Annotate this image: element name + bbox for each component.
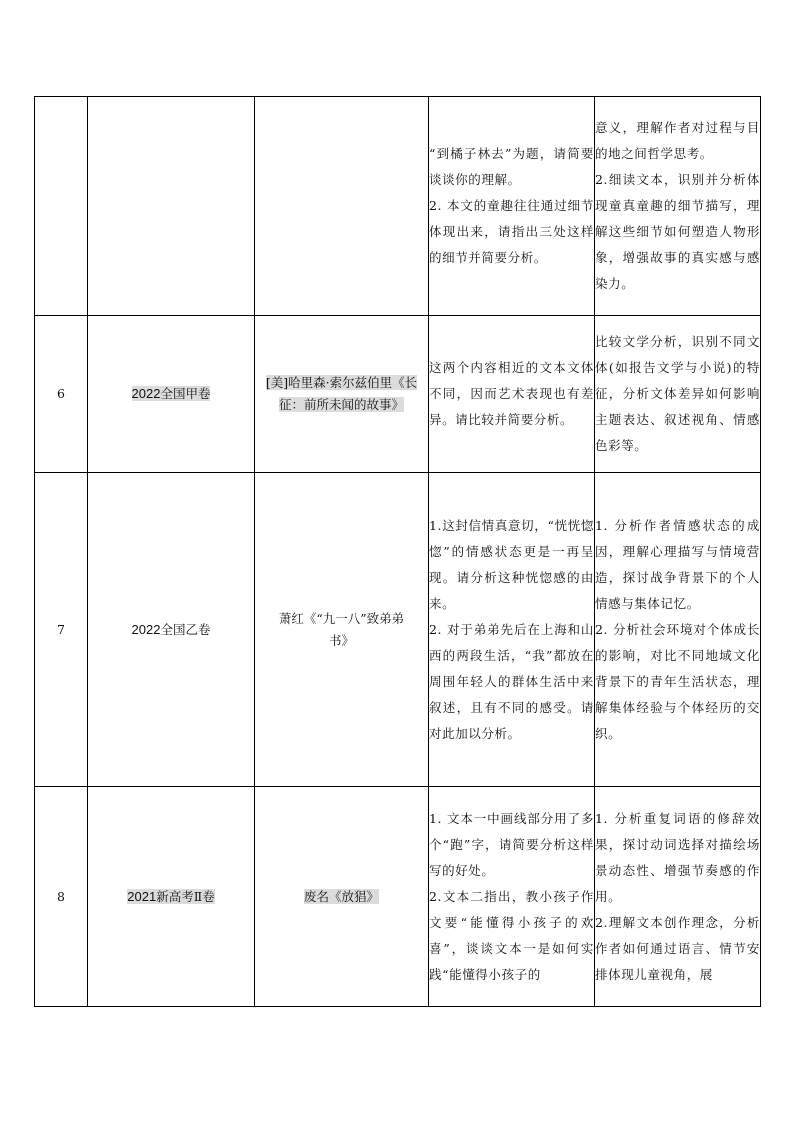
questions-cell (429, 787, 595, 1007)
analysis-cell (595, 316, 761, 473)
exam-paper: 新高考Ⅱ卷 (156, 888, 215, 904)
table-row (35, 97, 761, 316)
question-text: 1.这封信情真意切，“恍恍惚惚”的情感状态更是一再呈现。请分析这种恍惚感的由来。 (429, 517, 594, 611)
questions-cell (429, 473, 595, 787)
exam-year: 2021 (127, 888, 157, 904)
question-text: 2. 对于弟弟先后在上海和山西的两段生活，“我”都放在周围年轻人的群体生活中来叙述，且有不同的感受。请对此加以分析。 (429, 621, 594, 741)
row-number-cell: 7 (35, 473, 88, 787)
analysis-text: 比较文学分析，识别不同文体(如报告文学与小说)的特征，分析文体差异如何影响主题表达、叙述视角、情感色彩等。 (595, 334, 760, 453)
exam-paper: 全国甲卷 (160, 386, 211, 401)
table-row (35, 316, 761, 473)
analysis-text: 1. 分析作者情感状态的成因，理解心理描写与情境营造，探讨战争背景下的个人情感与集体记忆。 (595, 517, 760, 611)
source-title: 萧红《“九一八”致弟弟书》 (278, 610, 405, 648)
row-number-cell: 6 (35, 316, 88, 473)
source-text-cell (255, 787, 429, 1007)
exam-cell (88, 473, 255, 787)
analysis-text: 意义，理解作者对过程与目的地之间哲学思考。 (595, 120, 760, 161)
exam-year: 2022 (131, 386, 161, 401)
table-row (35, 787, 761, 1007)
table-row (35, 473, 761, 787)
question-text: 1. 文本一中画线部分用了多个“跑”字，请简要分析这样写的好处。 (429, 810, 594, 878)
exam-cell (88, 97, 255, 316)
analysis-cell (595, 97, 761, 316)
analysis-text: 1. 分析重复词语的修辞效果，探讨动词选择对描绘场景动态性、增强节奏感的作用。 (595, 810, 760, 904)
exam-reading-table (34, 96, 761, 1007)
questions-cell (429, 316, 595, 473)
source-title: 废名《放猖》 (303, 888, 379, 904)
analysis-cell (595, 473, 761, 787)
source-text-cell (255, 316, 429, 473)
row-number-cell: 8 (35, 787, 88, 1007)
exam-year: 2022 (131, 621, 161, 637)
question-text: 2. 本文的童趣往往通过细节体现出来，请指出三处这样的细节并简要分析。 (429, 198, 594, 265)
exam-cell (88, 316, 255, 473)
analysis-cell (595, 787, 761, 1007)
analysis-text: 2.理解文本创作理念，分析作者如何通过语言、情节安排体现儿童视角，展 (595, 914, 760, 982)
analysis-text: 2.细读文本，识别并分析体现童真童趣的细节描写，理解这些细节如何塑造人物形象，增强故事的真实感与感染力。 (595, 172, 760, 291)
analysis-text: 2. 分析社会环境对个体成长的影响，对比不同地域文化背景下的青年生活状态，理解集体经验与个体经历的交织。 (595, 621, 760, 741)
questions-cell (429, 97, 595, 316)
question-text: 这两个内容相近的文本文体不同，因而艺术表现也有差异。请比较并简要分析。 (429, 360, 594, 427)
source-text-cell (255, 473, 429, 787)
source-title: [美]哈里森·索尔兹伯里《长征：前所未闻的故事》 (265, 375, 418, 412)
question-text: 2.文本二指出，教小孩子作文要“能懂得小孩子的欢喜”，谈谈文本一是如何实践“能懂得小孩子的 (429, 888, 594, 982)
question-text: “到橘子林去”为题，请简要谈谈你的理解。 (429, 146, 594, 187)
row-number-cell (35, 97, 88, 316)
exam-paper: 全国乙卷 (160, 621, 211, 637)
exam-cell (88, 787, 255, 1007)
source-text-cell (255, 97, 429, 316)
